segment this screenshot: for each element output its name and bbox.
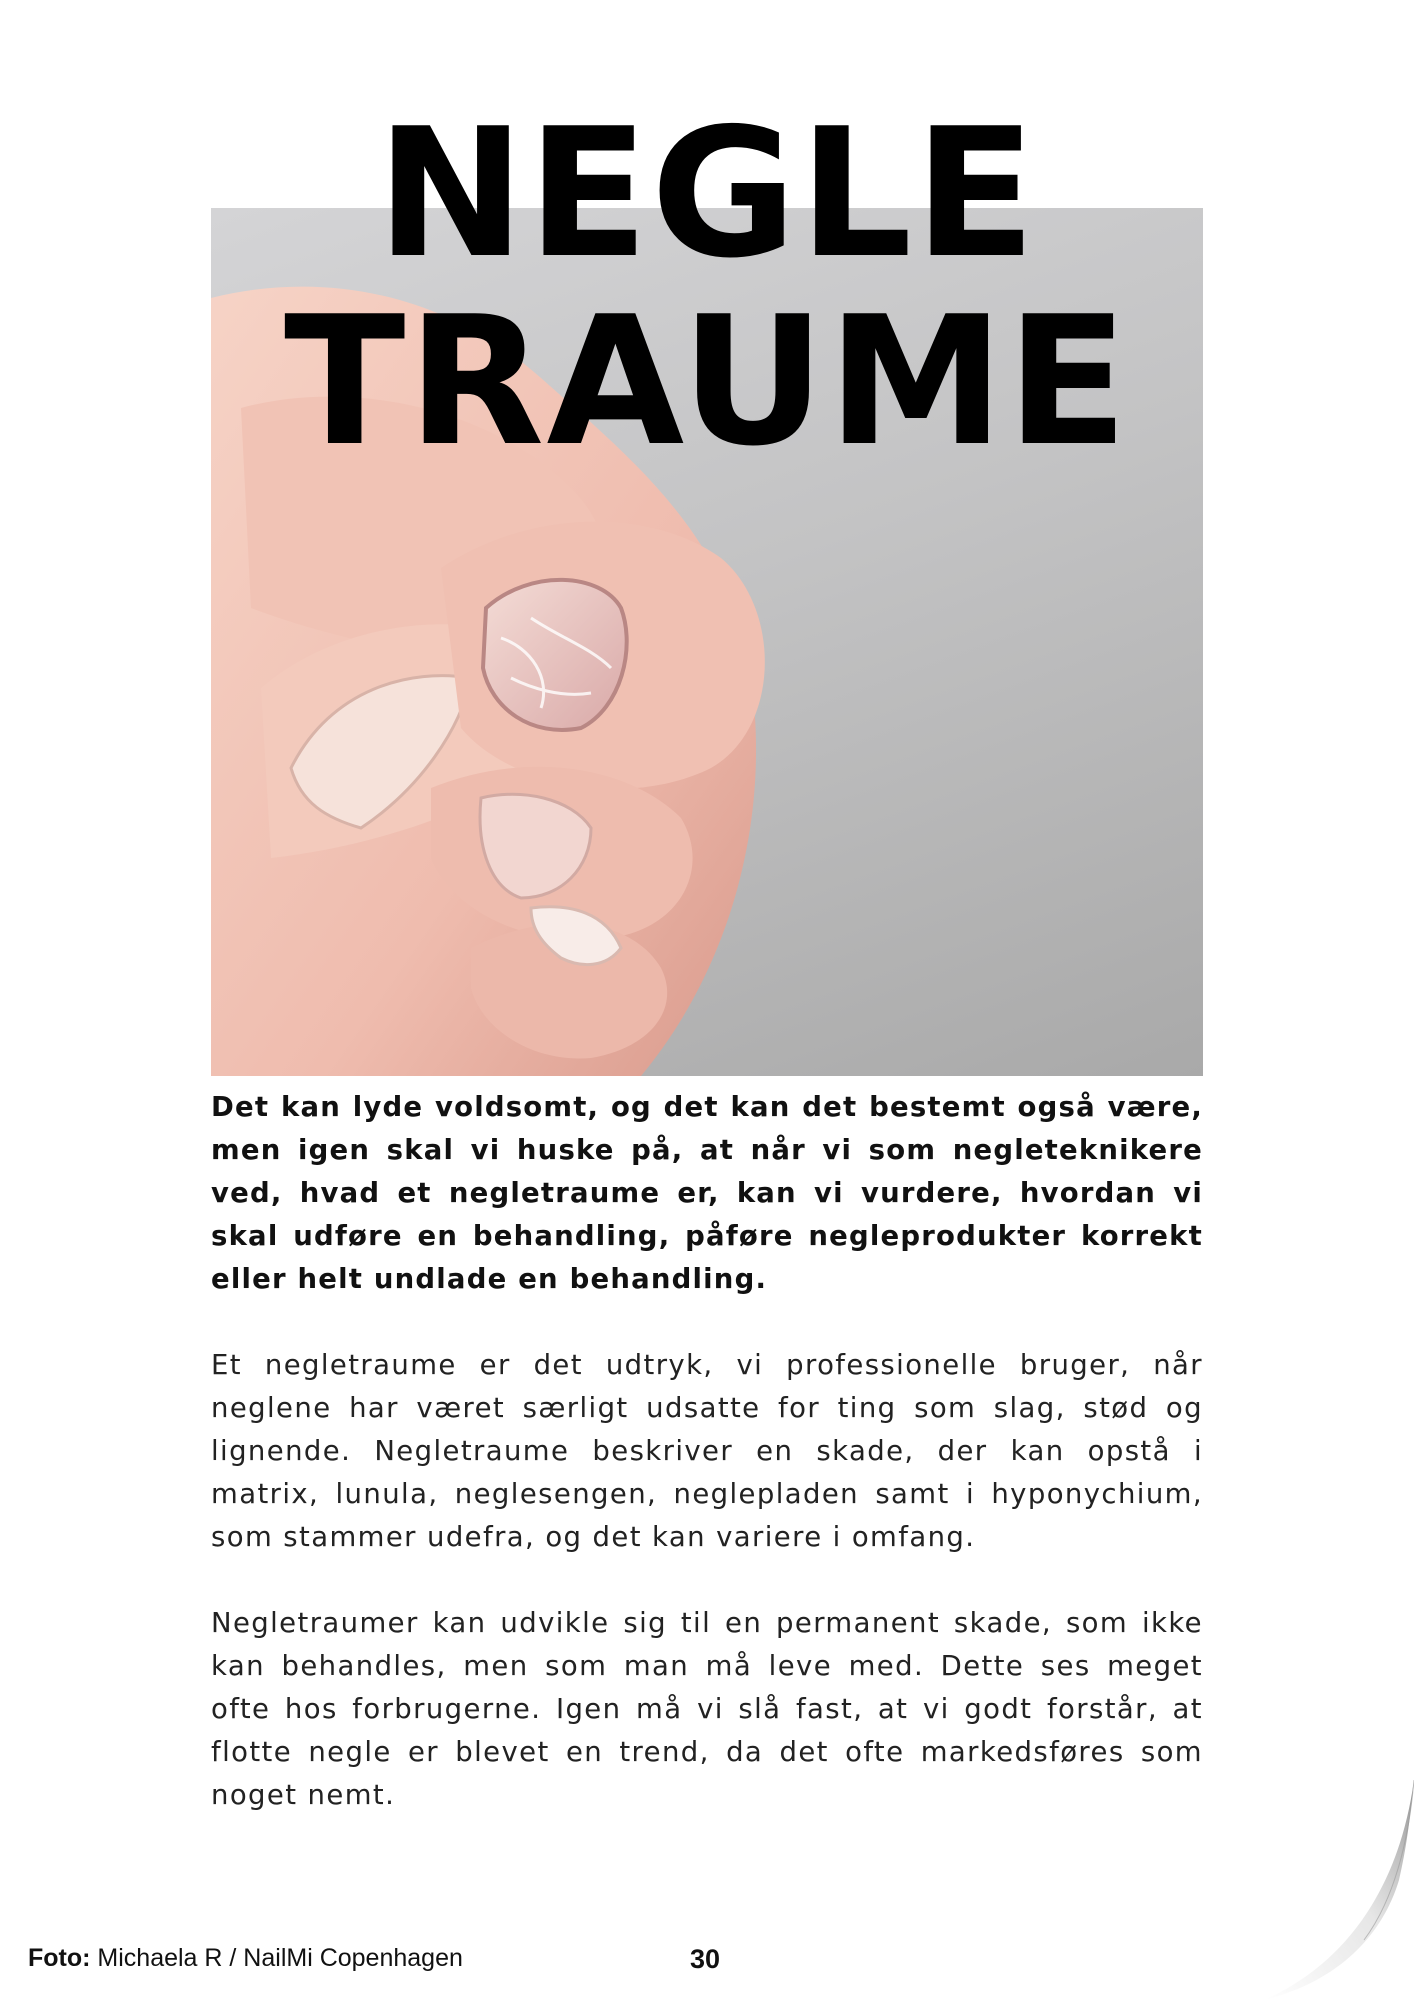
lead-paragraph: Det kan lyde voldsomt, og det kan det bestemt også være, men igen skal vi huske på, at når vi som negleteknikere ved, hvad et negletraume er, kan vi vurdere, hvordan vi skal udføre en behandling, påføre negleprodukter korrekt eller helt undlade en behandling. [211, 1091, 1203, 1295]
body-paragraph-2: Negletraumer kan udvikle sig til en permanent skade, som ikke kan behandles, men som man må leve med. Dette ses meget ofte hos forbrugerne. Igen må vi slå fast, at vi godt forstår, at flotte negle er blevet en trend, da det ofte markedsføres som noget nemt. [211, 1607, 1203, 1811]
title-line-2: TRAUME [283, 278, 1131, 485]
page-curl-icon[interactable] [1224, 1780, 1414, 2000]
photo-credit-label: Foto: [28, 1944, 91, 1972]
body-paragraph-1: Et negletraume er det udtryk, vi professionelle bruger, når neglene har været særligt udsatte for ting som slag, stød og lignende. Negletraume beskriver en skade, der kan opstå i matrix, lunula, neglesengen, neglepladen samt i hyponychium, som stammer udefra, og det kan variere i omfang. [211, 1349, 1203, 1553]
page-number: 30 [690, 1944, 721, 1974]
damaged-nail [483, 580, 627, 730]
photo-credit-text: Michaela R / NailMi Copenhagen [90, 1944, 463, 1972]
page-title [211, 90, 1203, 485]
photo-credit [28, 1944, 463, 1973]
article-body [211, 1086, 1203, 1860]
title-line-1: NEGLE [376, 90, 1038, 297]
